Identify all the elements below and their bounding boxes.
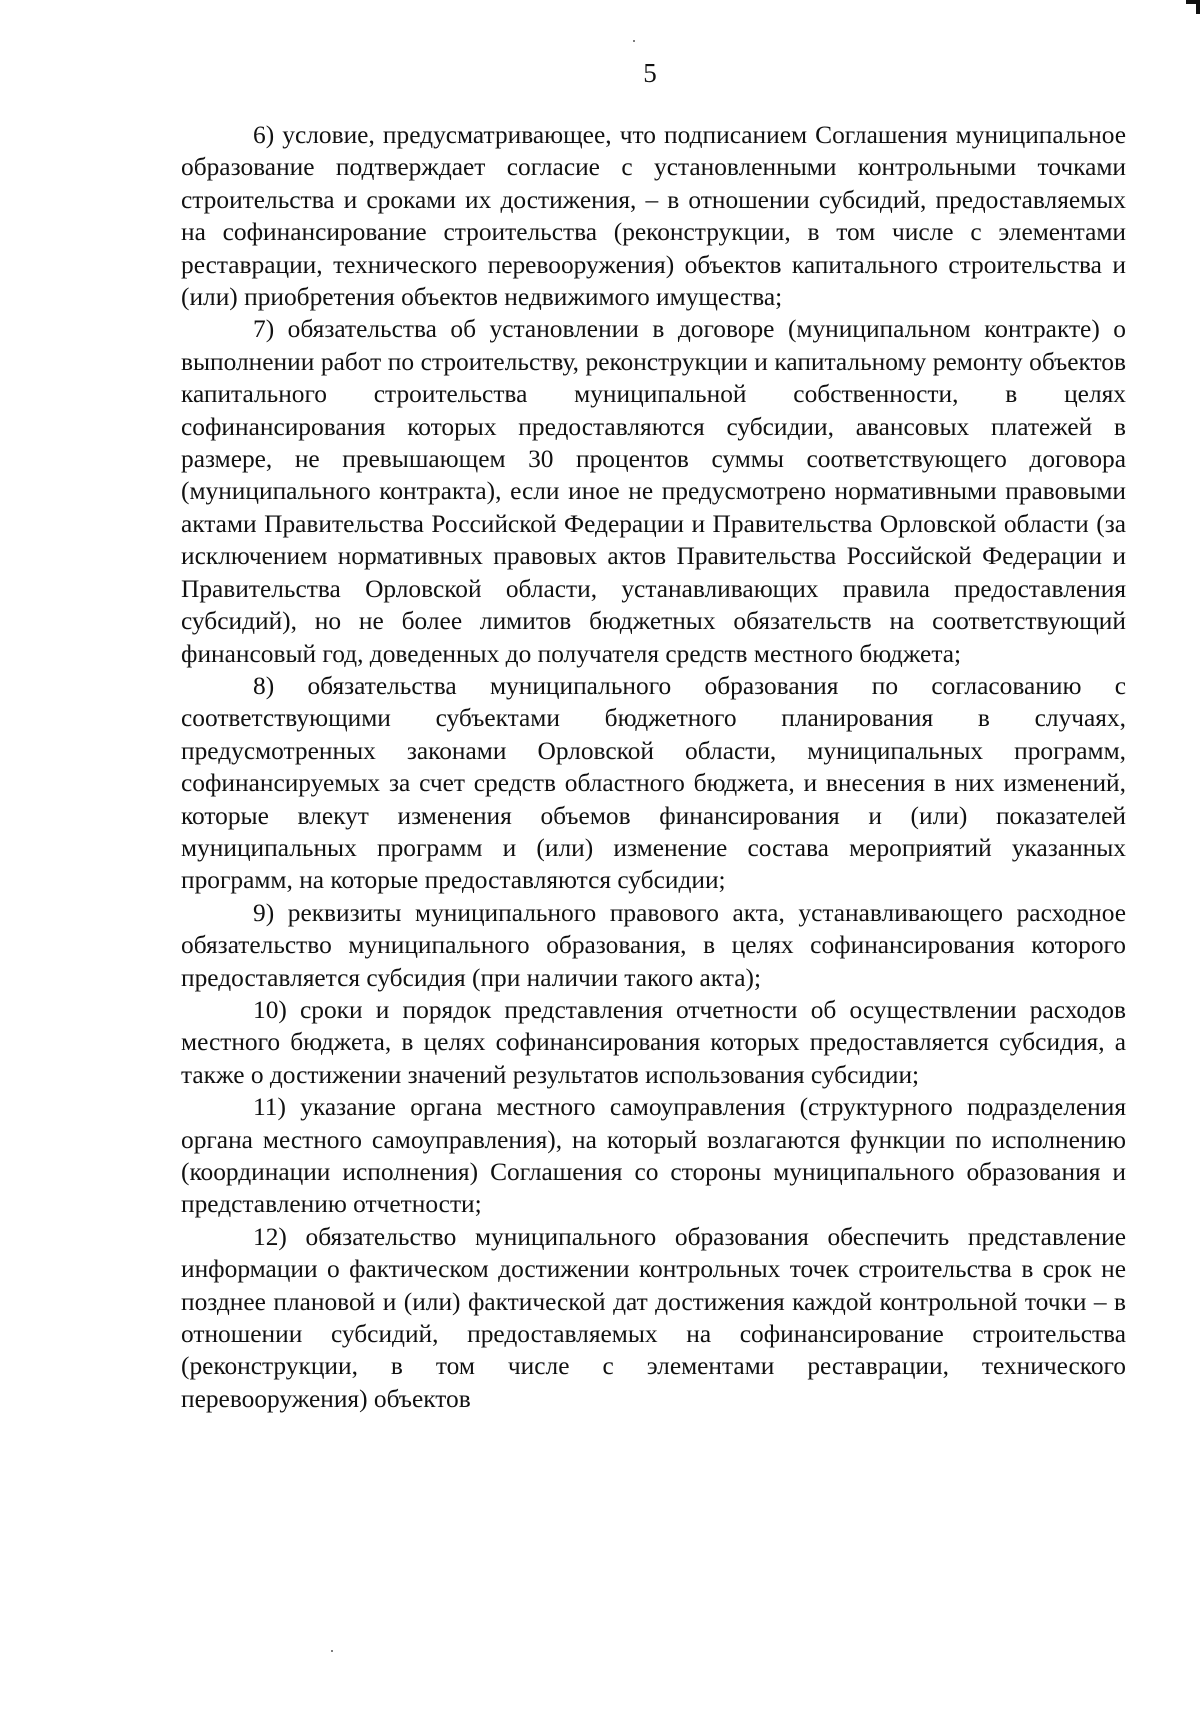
list-item-6: 6) условие, предусматривающее, что подписанием Соглашения муниципальное образование подтверждает согласие с установленными контрольными точками строительства и сроками их достижения, – в отношении субсидий, предоставляемых на софинансирование строительства (реконструкции, в том числе с элементами реставрации, технического перевооружения) объектов капитального строительства и (или) приобретения объектов недвижимого имущества;	[181, 121, 1126, 312]
page-corner-mark	[1186, 0, 1200, 14]
document-body	[181, 119, 1126, 1415]
list-item-10: 10) сроки и порядок представления отчетности об осуществлении расходов местного бюджета, в целях софинансирования которых предоставляется субсидия, а также о достижении значений результатов использования субсидии;	[181, 995, 1126, 1089]
list-item-7: 7) обязательства об установлении в договоре (муниципальном контракте) о выполнении работ по строительству, реконструкции и капитальному ремонту объектов капитального строительства муниципальной собственности, в целях софинансирования которых предоставляются субсидии, авансовых платежей в размере, не превышающем 30 процентов суммы соответствующего договора (муниципального контракта), если иное не предусмотрено нормативными правовыми актами Правительства Российской Федерации и Правительства Орловской области (за исключением нормативных правовых актов Правительства Российской Федерации и Правительства Орловской области, устанавливающих правила предоставления субсидий), но не более лимитов бюджетных обязательств на соответствующий финансовый год, доведенных до получателя средств местного бюджета;	[181, 315, 1126, 668]
list-item-8: 8) обязательства муниципального образования по согласованию с соответствующими субъектами бюджетного планирования в случаях, предусмотренных законами Орловской области, муниципальных программ, софинансируемых за счет средств областного бюджета, и внесения в них изменений, которые влекут изменения объемов финансирования и (или) показателей муниципальных программ и (или) изменение состава мероприятий указанных программ, на которые предоставляются субсидии;	[181, 671, 1126, 895]
scan-speck	[331, 1650, 333, 1652]
scan-speck	[633, 40, 635, 42]
list-item-9: 9) реквизиты муниципального правового акта, устанавливающего расходное обязательство муниципального образования, в целях софинансирования которого предоставляется субсидия (при наличии такого акта);	[181, 898, 1126, 992]
list-item-11: 11) указание органа местного самоуправления (структурного подразделения органа местного самоуправления), на который возлагаются функции по исполнению (координации исполнения) Соглашения со стороны муниципального образования и представлению отчетности;	[181, 1093, 1126, 1219]
list-item-12: 12) обязательство муниципального образования обеспечить представление информации о фактическом достижении контрольных точек строительства в срок не позднее плановой и (или) фактической дат достижения каждой контрольной точки – в отношении субсидий, предоставляемых на софинансирование строительства (реконструкции, в том числе с элементами реставрации, технического перевооружения) объектов	[181, 1222, 1126, 1413]
page-number: 5	[643, 58, 657, 88]
